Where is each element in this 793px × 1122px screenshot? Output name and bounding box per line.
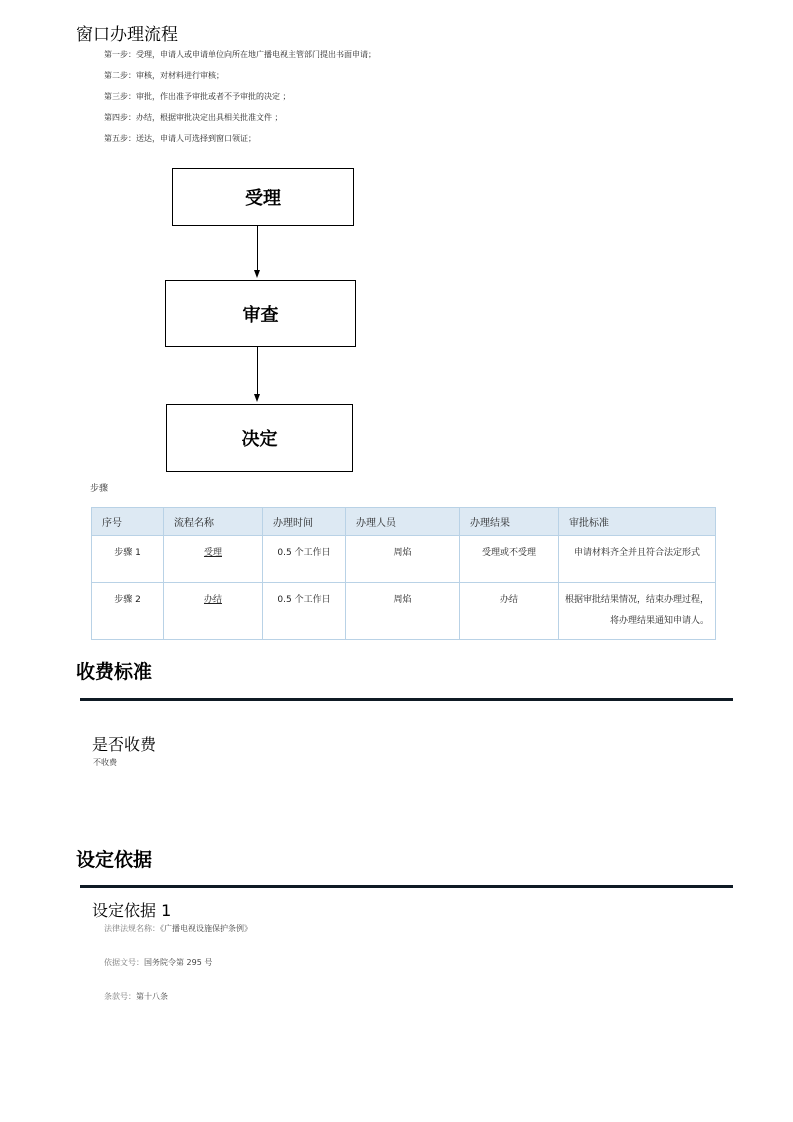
section-divider — [80, 885, 733, 888]
fee-value: 不收费 — [93, 758, 117, 767]
flow-box-decision: 决定 — [166, 404, 353, 472]
process-step: 第二步：审核，对材料进行审核； — [104, 71, 224, 80]
process-step: 第三步：审批，作出准予审批或者不予审批的决定 ； — [104, 92, 291, 101]
cell-standard: 根据审批结果情况，结束办理过程，将办理结果通知申请人。 — [559, 583, 716, 640]
col-header-standard: 审批标准 — [559, 508, 716, 536]
basis-clause — [104, 991, 168, 1002]
section-divider — [80, 698, 733, 701]
step-name-link[interactable]: 办结 — [203, 595, 222, 605]
basis-doc — [104, 957, 212, 968]
cell-time: 0.5 个工作日 — [263, 536, 346, 583]
fee-section-title: 收费标准 — [76, 661, 153, 683]
basis-law-label: 法律法规名称： — [104, 924, 160, 933]
flow-arrow-head — [254, 394, 260, 402]
basis-clause-label: 条款号： — [104, 992, 136, 1001]
step-name-link[interactable]: 受理 — [203, 548, 222, 558]
col-header-time: 办理时间 — [263, 508, 346, 536]
table-header-row — [92, 508, 716, 536]
basis-doc-value: 国务院令第 295 号 — [144, 958, 213, 967]
col-header-name: 流程名称 — [164, 508, 263, 536]
flow-box-accept: 受理 — [172, 168, 354, 226]
basis-law — [104, 923, 252, 934]
flow-arrow-line — [257, 346, 258, 395]
table-row — [92, 536, 716, 583]
flow-arrow-head — [254, 270, 260, 278]
flow-box-review: 审查 — [165, 280, 356, 347]
col-header-result: 办理结果 — [460, 508, 559, 536]
basis-law-value: 《广播电视设施保护条例》 — [160, 924, 252, 933]
basis-clause-value: 第十八条 — [136, 992, 168, 1001]
basis-section-title: 设定依据 — [76, 849, 153, 871]
process-table — [91, 507, 716, 640]
basis-sub-title: 设定依据 1 — [92, 901, 172, 920]
cell-result: 办结 — [460, 583, 559, 640]
cell-result: 受理或不受理 — [460, 536, 559, 583]
cell-person: 周焰 — [346, 583, 460, 640]
window-process-title: 窗口办理流程 — [76, 25, 178, 45]
cell-no: 步骤 2 — [92, 583, 164, 640]
cell-standard: 申请材料齐全并且符合法定形式 — [559, 536, 716, 583]
table-row — [92, 583, 716, 640]
basis-doc-label: 依据文号： — [104, 958, 144, 967]
cell-time: 0.5 个工作日 — [263, 583, 346, 640]
flow-arrow-line — [257, 225, 258, 271]
process-step: 第一步：受理，申请人或申请单位向所在地广播电视主管部门提出书面申请； — [104, 50, 376, 59]
steps-caption: 步骤 — [90, 484, 109, 494]
cell-person: 周焰 — [346, 536, 460, 583]
process-steps-list — [104, 44, 376, 149]
fee-sub-title: 是否收费 — [92, 735, 157, 754]
col-header-person: 办理人员 — [346, 508, 460, 536]
cell-name[interactable] — [164, 536, 263, 583]
process-step: 第五步：送达，申请人可选择到窗口领证； — [104, 134, 256, 143]
process-step: 第四步：办结，根据审批决定出具相关批准文件 ； — [104, 113, 283, 122]
col-header-no: 序号 — [92, 508, 164, 536]
cell-no: 步骤 1 — [92, 536, 164, 583]
cell-name[interactable] — [164, 583, 263, 640]
